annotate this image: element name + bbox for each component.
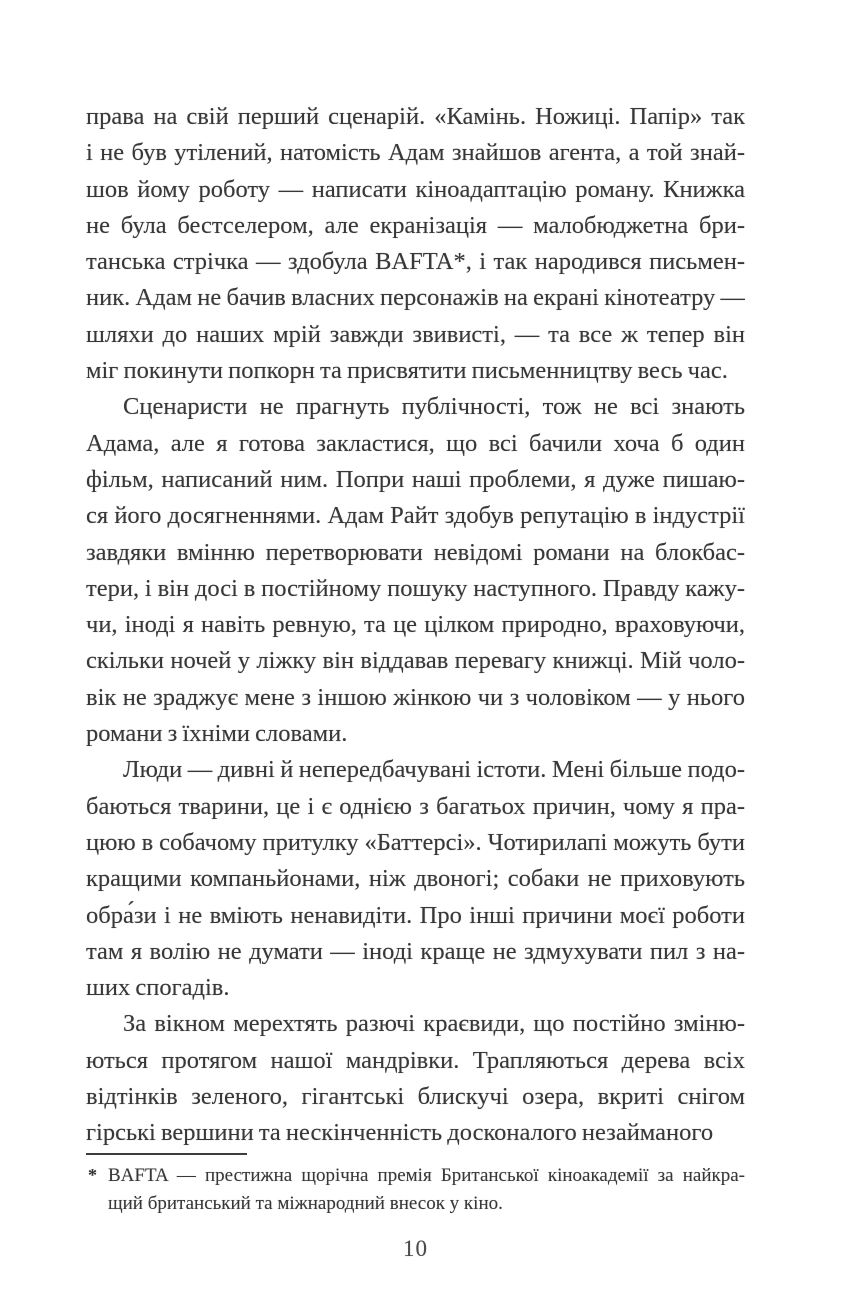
text-line: Сценаристи не прагнуть публічності, тож не всі знають	[123, 393, 745, 421]
footnote-line: BAFTA — престижна щорічна премія Британської кіноакадемії за найкра-	[108, 1165, 745, 1186]
text-line: скільки ночей у ліжку він віддавав перевагу книжці. Мій чоло-	[86, 647, 745, 675]
text-line: шов йому роботу — написати кіноадаптацію роману. Книжка	[86, 175, 745, 203]
text-line: цюю в собачому притулку «Баттерсі». Чотирилапі можуть бути	[86, 828, 745, 856]
footnote	[86, 1162, 745, 1218]
text-line: завдяки вмінню перетворювати невідомі романи на блокбас-	[86, 538, 745, 566]
footnote-line: щий британський та міжнародний внесок у кіно.	[108, 1193, 503, 1214]
text-line: танська стрічка — здобула BAFTA*, і так народився письмен-	[86, 248, 745, 276]
text-line: романи з їхніми словами.	[86, 720, 348, 748]
text-line: ся його досягненнями. Адам Райт здобув репутацію в індустрії	[86, 502, 745, 530]
text-line: гірські вершини та нескінченність досконалого незайманого	[86, 1119, 714, 1147]
text-line: ються протягом нашої мандрівки. Трапляються дерева всіх	[86, 1046, 745, 1074]
text-line: За вікном мерехтять разючі краєвиди, що постійно зміню-	[123, 1010, 745, 1038]
text-line: Люди — дивні й непередбачувані істоти. Мені більше подо-	[123, 756, 745, 784]
text-line: кращими компаньйонами, ніж двоногі; собаки не приховують	[86, 865, 745, 893]
text-line: чи, іноді я навіть ревную, та це цілком природно, враховуючи,	[86, 611, 745, 639]
footnote-marker: *	[88, 1165, 97, 1185]
text-line: тери, і він досі в постійному пошуку наступного. Правду кажу-	[86, 574, 745, 602]
text-line: вік не зраджує мене з іншою жінкою чи з чоловіком — у нього	[86, 683, 745, 711]
text-line: фільм, написаний ним. Попри наші проблеми, я дуже пишаю-	[86, 465, 745, 493]
text-line: не була бестселером, але екранізація — малобюджетна бри-	[86, 211, 745, 239]
text-line: баються тварини, це і є однією з багатьох причин, чому я пра-	[86, 792, 745, 820]
text-line: обра́зи і не вміють ненавидіти. Про інші причини моєї роботи	[86, 901, 745, 929]
text-line: шляхи до наших мрій завжди звивисті, — та все ж тепер він	[86, 320, 745, 348]
footnote-separator-rule	[86, 1153, 247, 1155]
text-line: ник. Адам не бачив власних персонажів на екрані кінотеатру —	[86, 284, 745, 312]
text-line: права на свій перший сценарій. «Камінь. Ножиці. Папір» так	[86, 103, 745, 130]
text-line: ших спогадів.	[86, 974, 230, 1002]
body-text-block	[86, 99, 745, 1152]
text-line: там я волію не думати — іноді краще не здмухувати пил з на-	[86, 937, 745, 965]
text-line: міг покинути попкорн та присвятити письменництву весь час.	[86, 357, 728, 385]
text-line: і не був утілений, натомість Адам знайшов агента, а той знай-	[86, 139, 745, 167]
page-number: 10	[403, 1236, 428, 1261]
text-line: Адама, але я готова закластися, що всі бачили хоча б один	[86, 429, 745, 457]
text-line: відтінків зеленого, гігантські блискучі озера, вкриті снігом	[86, 1083, 745, 1111]
